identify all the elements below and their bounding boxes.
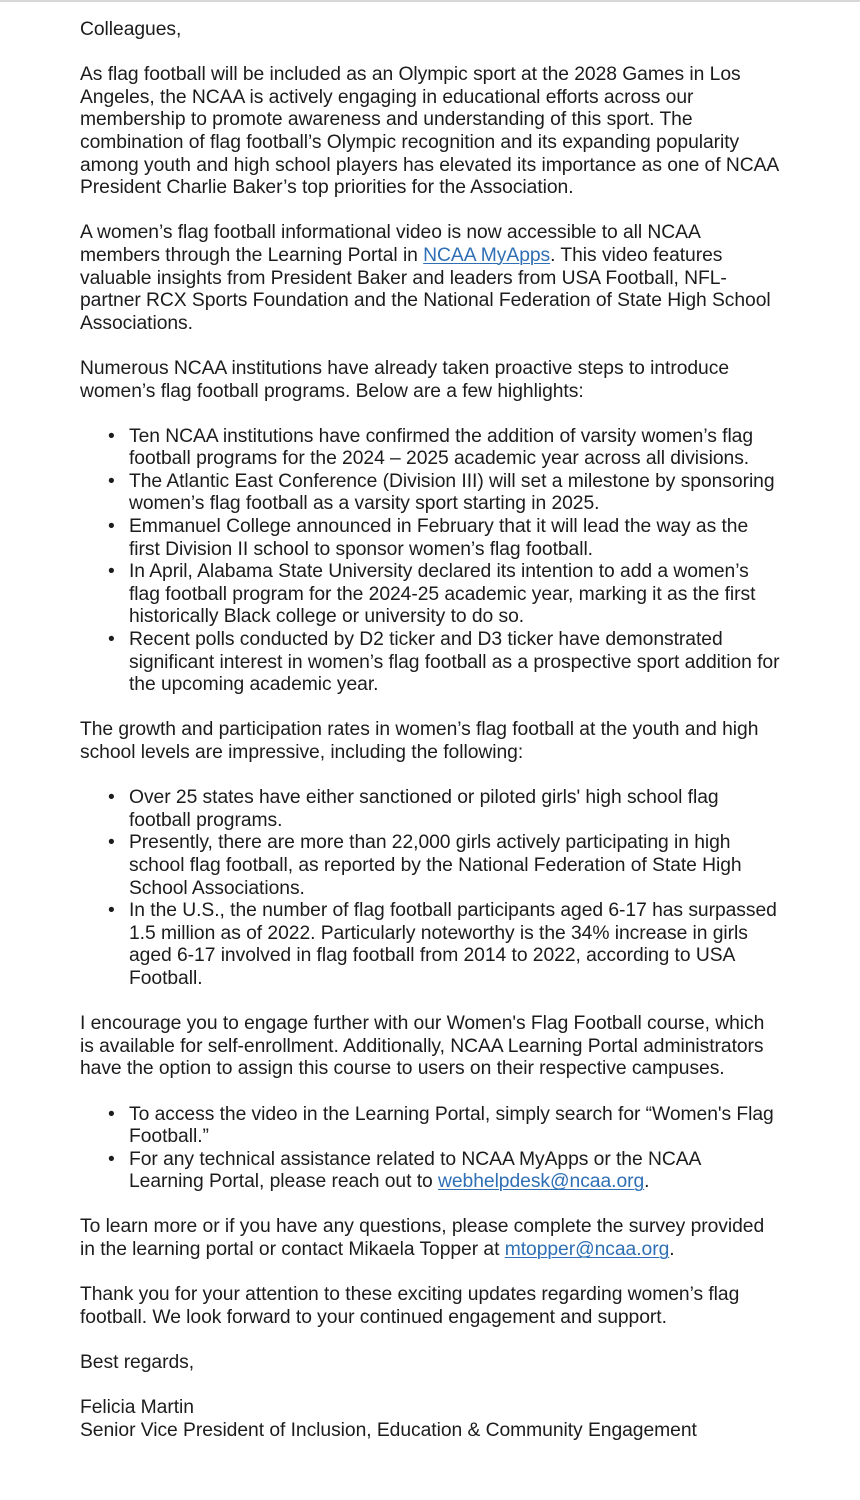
bullet-icon: •: [108, 516, 115, 538]
list-item: [108, 470, 780, 516]
list-item-text-after: .: [644, 1171, 650, 1193]
webhelpdesk-email-link[interactable]: webhelpdesk@ncaa.org: [438, 1171, 645, 1193]
bullet-icon: •: [108, 787, 115, 809]
highlights-list: [80, 426, 780, 697]
bullet-icon: •: [108, 561, 115, 583]
bullet-icon: •: [108, 1103, 115, 1125]
growth-list: [80, 787, 780, 990]
list-item: [108, 900, 780, 990]
email-body: [80, 19, 780, 1442]
learn-more-text-after: .: [669, 1239, 675, 1261]
list-item: [108, 561, 780, 629]
list-item: [108, 832, 780, 900]
bullet-icon: •: [108, 629, 115, 651]
list-item-text: To access the video in the Learning Portal, simply search for “Women's Flag Football.”: [129, 1103, 774, 1148]
list-item-text: Recent polls conducted by D2 ticker and D3 ticker have demonstrated significant interest in women’s flag football as a prospective sport addition for the upcoming academic year.: [129, 629, 780, 696]
growth-intro-paragraph: The growth and participation rates in women’s flag football at the youth and high school levels are impressive, including the following:: [80, 719, 759, 763]
learn-more-text-before: To learn more or if you have any questions, please complete the survey provided in the learning portal or contact Mikaela Topper at: [80, 1216, 765, 1261]
learn-more-paragraph: [80, 1216, 780, 1261]
bullet-icon: •: [108, 425, 115, 447]
intro-paragraph: As flag football will be included as an Olympic sport at the 2028 Games in Los Angeles, the NCAA is actively engaging in educational efforts across our membership to promote awareness and understanding of this sport. The combination of flag football’s Olympic recognition and its expanding popularity among youth and high school players has elevated its importance as one of NCAA President Charlie Baker’s top priorities for the Association.: [80, 64, 779, 199]
mtopper-email-link[interactable]: mtopper@ncaa.org: [504, 1239, 670, 1261]
bullet-icon: •: [108, 832, 115, 854]
closing: Best regards,: [80, 1352, 195, 1374]
list-item: [108, 425, 780, 471]
signature-name: Felicia Martin: [80, 1397, 194, 1419]
thanks-paragraph: Thank you for your attention to these exciting updates regarding women’s flag football. We look forward to your continued engagement and support.: [80, 1284, 740, 1328]
signature-title: Senior Vice President of Inclusion, Education & Community Engagement: [80, 1419, 697, 1441]
top-divider: [0, 0, 860, 2]
video-text-after: . This video features valuable insights from President Baker and leaders from USA Football, NFL-partner RCX Sports Foundation and the National Federation of State High School Associations.: [80, 244, 771, 334]
list-item: [108, 787, 780, 832]
list-item-text-before: For any technical assistance related to NCAA MyApps or the NCAA Learning Portal, please reach out to: [129, 1148, 701, 1193]
list-item-text: Presently, there are more than 22,000 girls actively participating in high school flag football, as reported by the National Federation of State High School Associations.: [129, 832, 742, 899]
list-item: [108, 1148, 780, 1194]
list-item-text: The Atlantic East Conference (Division III) will set a milestone by sponsoring women’s flag football as a varsity sport starting in 2025.: [129, 470, 775, 515]
bullet-icon: •: [108, 900, 115, 922]
list-item: [108, 516, 780, 561]
institutions-intro-paragraph: Numerous NCAA institutions have already taken proactive steps to introduce women’s flag football programs. Below are a few highlights:: [80, 357, 729, 402]
video-paragraph: [80, 222, 780, 335]
list-item-text: In the U.S., the number of flag football participants aged 6-17 has surpassed 1.5 million as of 2022. Particularly noteworthy is the 34% increase in girls aged 6-17 involved in flag football from 2014 to 2022, according to USA Football.: [129, 900, 777, 989]
video-text-before: A women’s flag football informational video is now accessible to all NCAA members through the Learning Portal in: [80, 222, 700, 266]
list-item-text: Emmanuel College announced in February that it will lead the way as the first Division II school to sponsor women’s flag football.: [129, 516, 749, 560]
list-item: [108, 1103, 780, 1149]
ncaa-myapps-link[interactable]: NCAA MyApps: [423, 244, 551, 266]
bullet-icon: •: [108, 470, 115, 492]
bullet-icon: •: [108, 1148, 115, 1170]
greeting: Colleagues,: [80, 19, 182, 40]
course-paragraph: I encourage you to engage further with our Women's Flag Football course, which is available for self-enrollment. Additionally, NCAA Learning Portal administrators have the option to assign this course to users on their respective campuses.: [80, 1013, 765, 1080]
access-list: [80, 1104, 780, 1194]
list-item-text: Ten NCAA institutions have confirmed the addition of varsity women’s flag football programs for the 2024 – 2025 academic year across all divisions.: [129, 425, 754, 470]
list-item: [108, 629, 780, 697]
list-item-text: In April, Alabama State University declared its intention to add a women’s flag football program for the 2024-25 academic year, marking it as the first historically Black college or university to do so.: [129, 561, 756, 628]
list-item-text: Over 25 states have either sanctioned or piloted girls' high school flag football programs.: [129, 787, 719, 831]
